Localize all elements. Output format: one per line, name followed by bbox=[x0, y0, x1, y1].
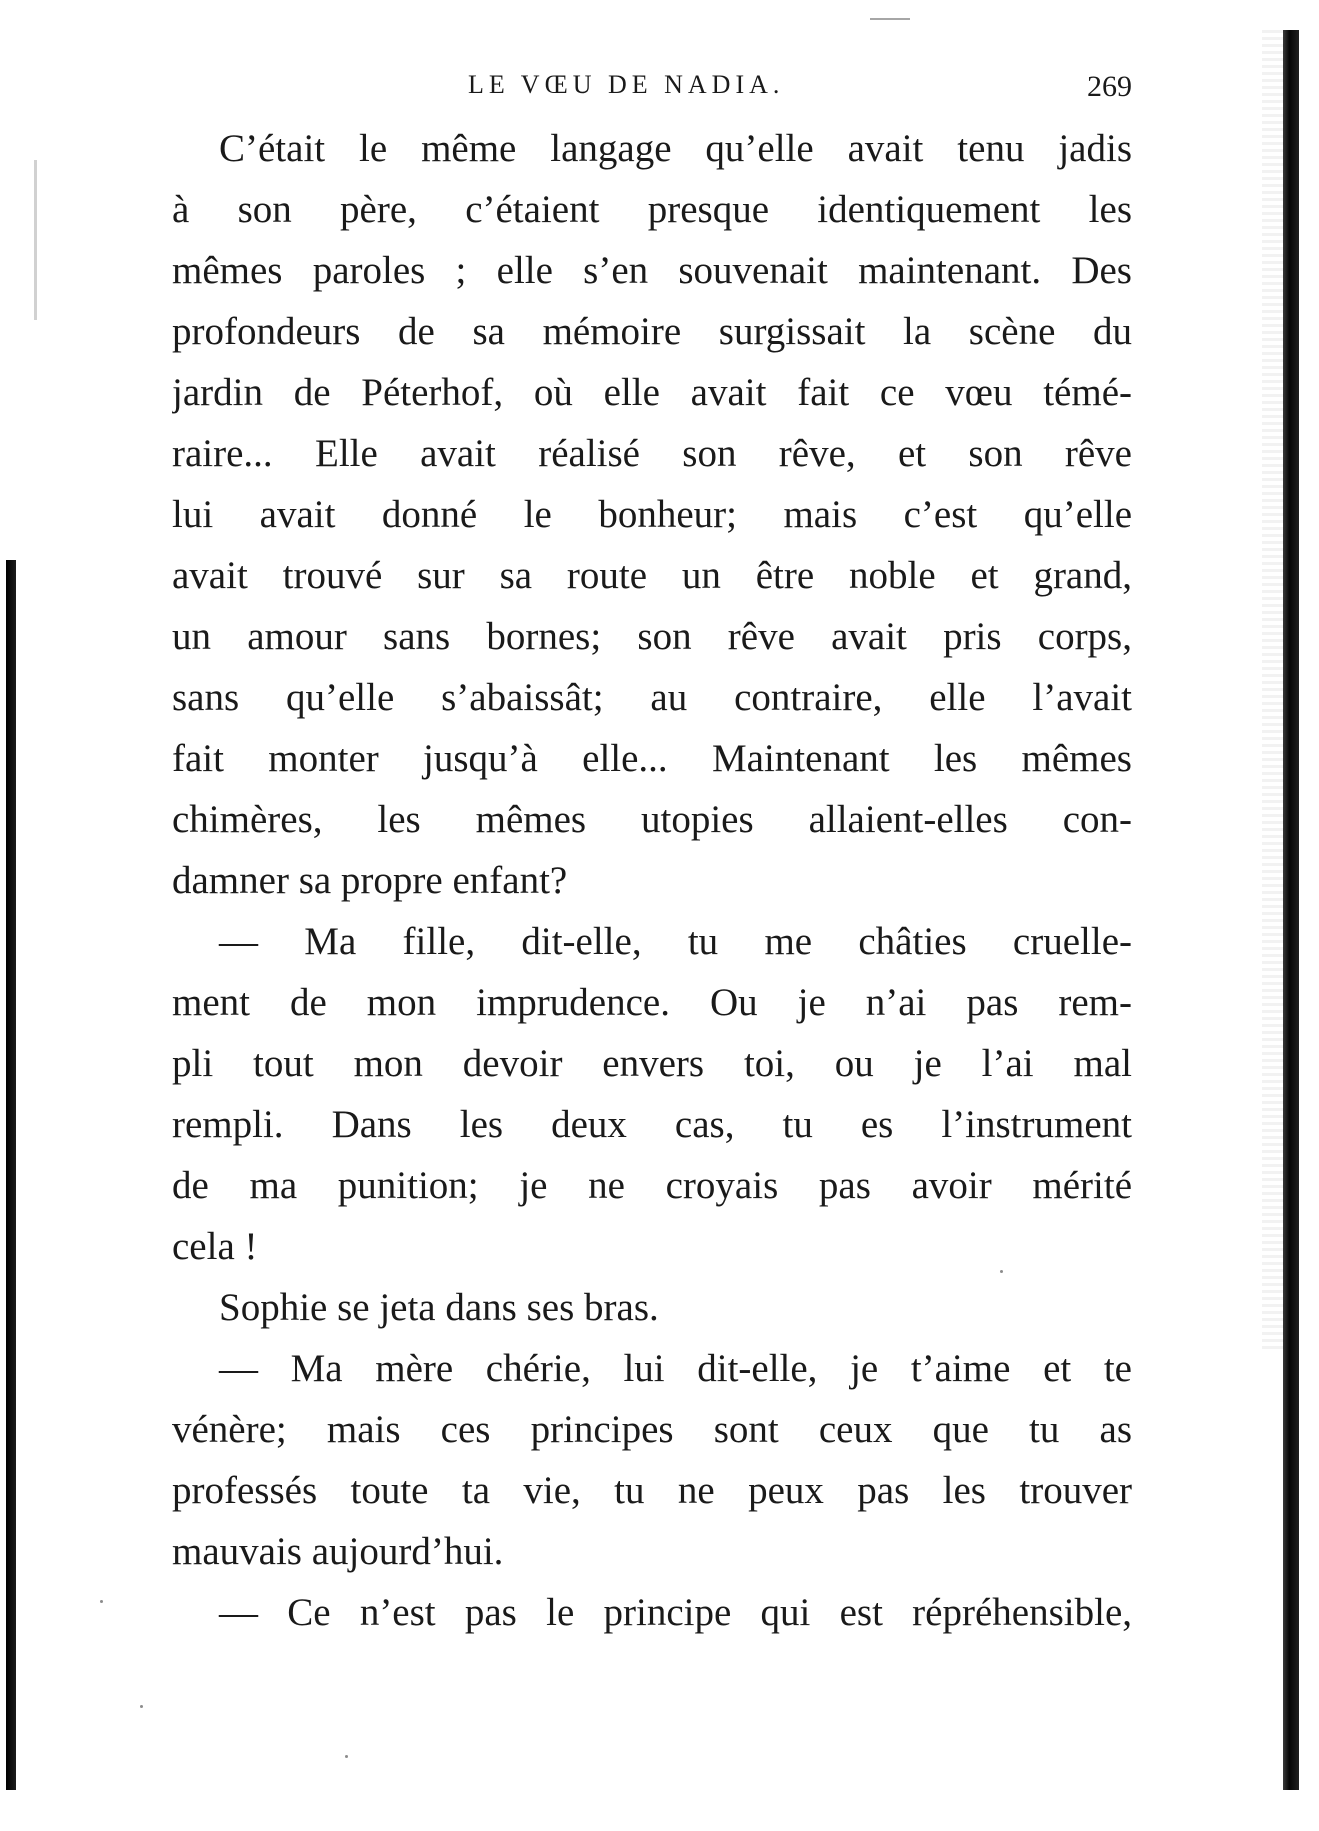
text-line: cela ! bbox=[172, 1225, 258, 1268]
text-line: — Ma fille, dit-elle, tu me châties cruelle- bbox=[219, 920, 1132, 963]
text-line: lui avait donné le bonheur; mais c’est qu’elle bbox=[172, 493, 1132, 536]
text-line: raire... Elle avait réalisé son rêve, et son rêve bbox=[172, 432, 1132, 475]
text-line: mauvais aujourd’hui. bbox=[172, 1530, 504, 1573]
page-edge-mark bbox=[34, 160, 37, 320]
paper-speck bbox=[100, 1600, 103, 1603]
paper-speck bbox=[345, 1755, 348, 1758]
text-line: mêmes paroles ; elle s’en souvenait maintenant. Des bbox=[172, 249, 1132, 292]
text-line: professés toute ta vie, tu ne peux pas les trouver bbox=[172, 1469, 1132, 1512]
text-line: ment de mon imprudence. Ou je n’ai pas rem- bbox=[172, 981, 1132, 1024]
text-line: vénère; mais ces principes sont ceux que tu as bbox=[172, 1408, 1132, 1451]
text-line: Sophie se jeta dans ses bras. bbox=[219, 1286, 659, 1329]
paper-speck bbox=[140, 1705, 143, 1708]
page-binding-shadow-left bbox=[6, 560, 16, 1790]
text-line: rempli. Dans les deux cas, tu es l’instrument bbox=[172, 1103, 1132, 1146]
text-line: C’était le même langage qu’elle avait tenu jadis bbox=[219, 127, 1132, 170]
page-edge-texture bbox=[1262, 30, 1284, 1350]
text-line: avait trouvé sur sa route un être noble et grand, bbox=[172, 554, 1132, 597]
text-line: — Ce n’est pas le principe qui est répréhensible, bbox=[219, 1591, 1132, 1634]
text-line: de ma punition; je ne croyais pas avoir mérité bbox=[172, 1164, 1132, 1207]
text-line: — Ma mère chérie, lui dit-elle, je t’aime et te bbox=[219, 1347, 1132, 1390]
page-number: 269 bbox=[1087, 70, 1132, 103]
running-head bbox=[172, 70, 1132, 110]
body-text bbox=[172, 118, 1132, 1643]
text-line: damner sa propre enfant? bbox=[172, 859, 568, 902]
text-line: profondeurs de sa mémoire surgissait la scène du bbox=[172, 310, 1132, 353]
text-line: à son père, c’étaient presque identiquement les bbox=[172, 188, 1132, 231]
text-line: jardin de Péterhof, où elle avait fait ce vœu témé- bbox=[172, 371, 1132, 414]
text-line: sans qu’elle s’abaissât; au contraire, elle l’avait bbox=[172, 676, 1132, 719]
text-line: chimères, les mêmes utopies allaient-elles con- bbox=[172, 798, 1132, 841]
running-title: LE VŒU DE NADIA. bbox=[468, 70, 785, 99]
text-line: pli tout mon devoir envers toi, ou je l’ai mal bbox=[172, 1042, 1132, 1085]
text-line: un amour sans bornes; son rêve avait pris corps, bbox=[172, 615, 1132, 658]
page-binding-shadow-right bbox=[1283, 30, 1299, 1790]
paper-speck bbox=[870, 18, 910, 20]
text-line: fait monter jusqu’à elle... Maintenant les mêmes bbox=[172, 737, 1132, 780]
